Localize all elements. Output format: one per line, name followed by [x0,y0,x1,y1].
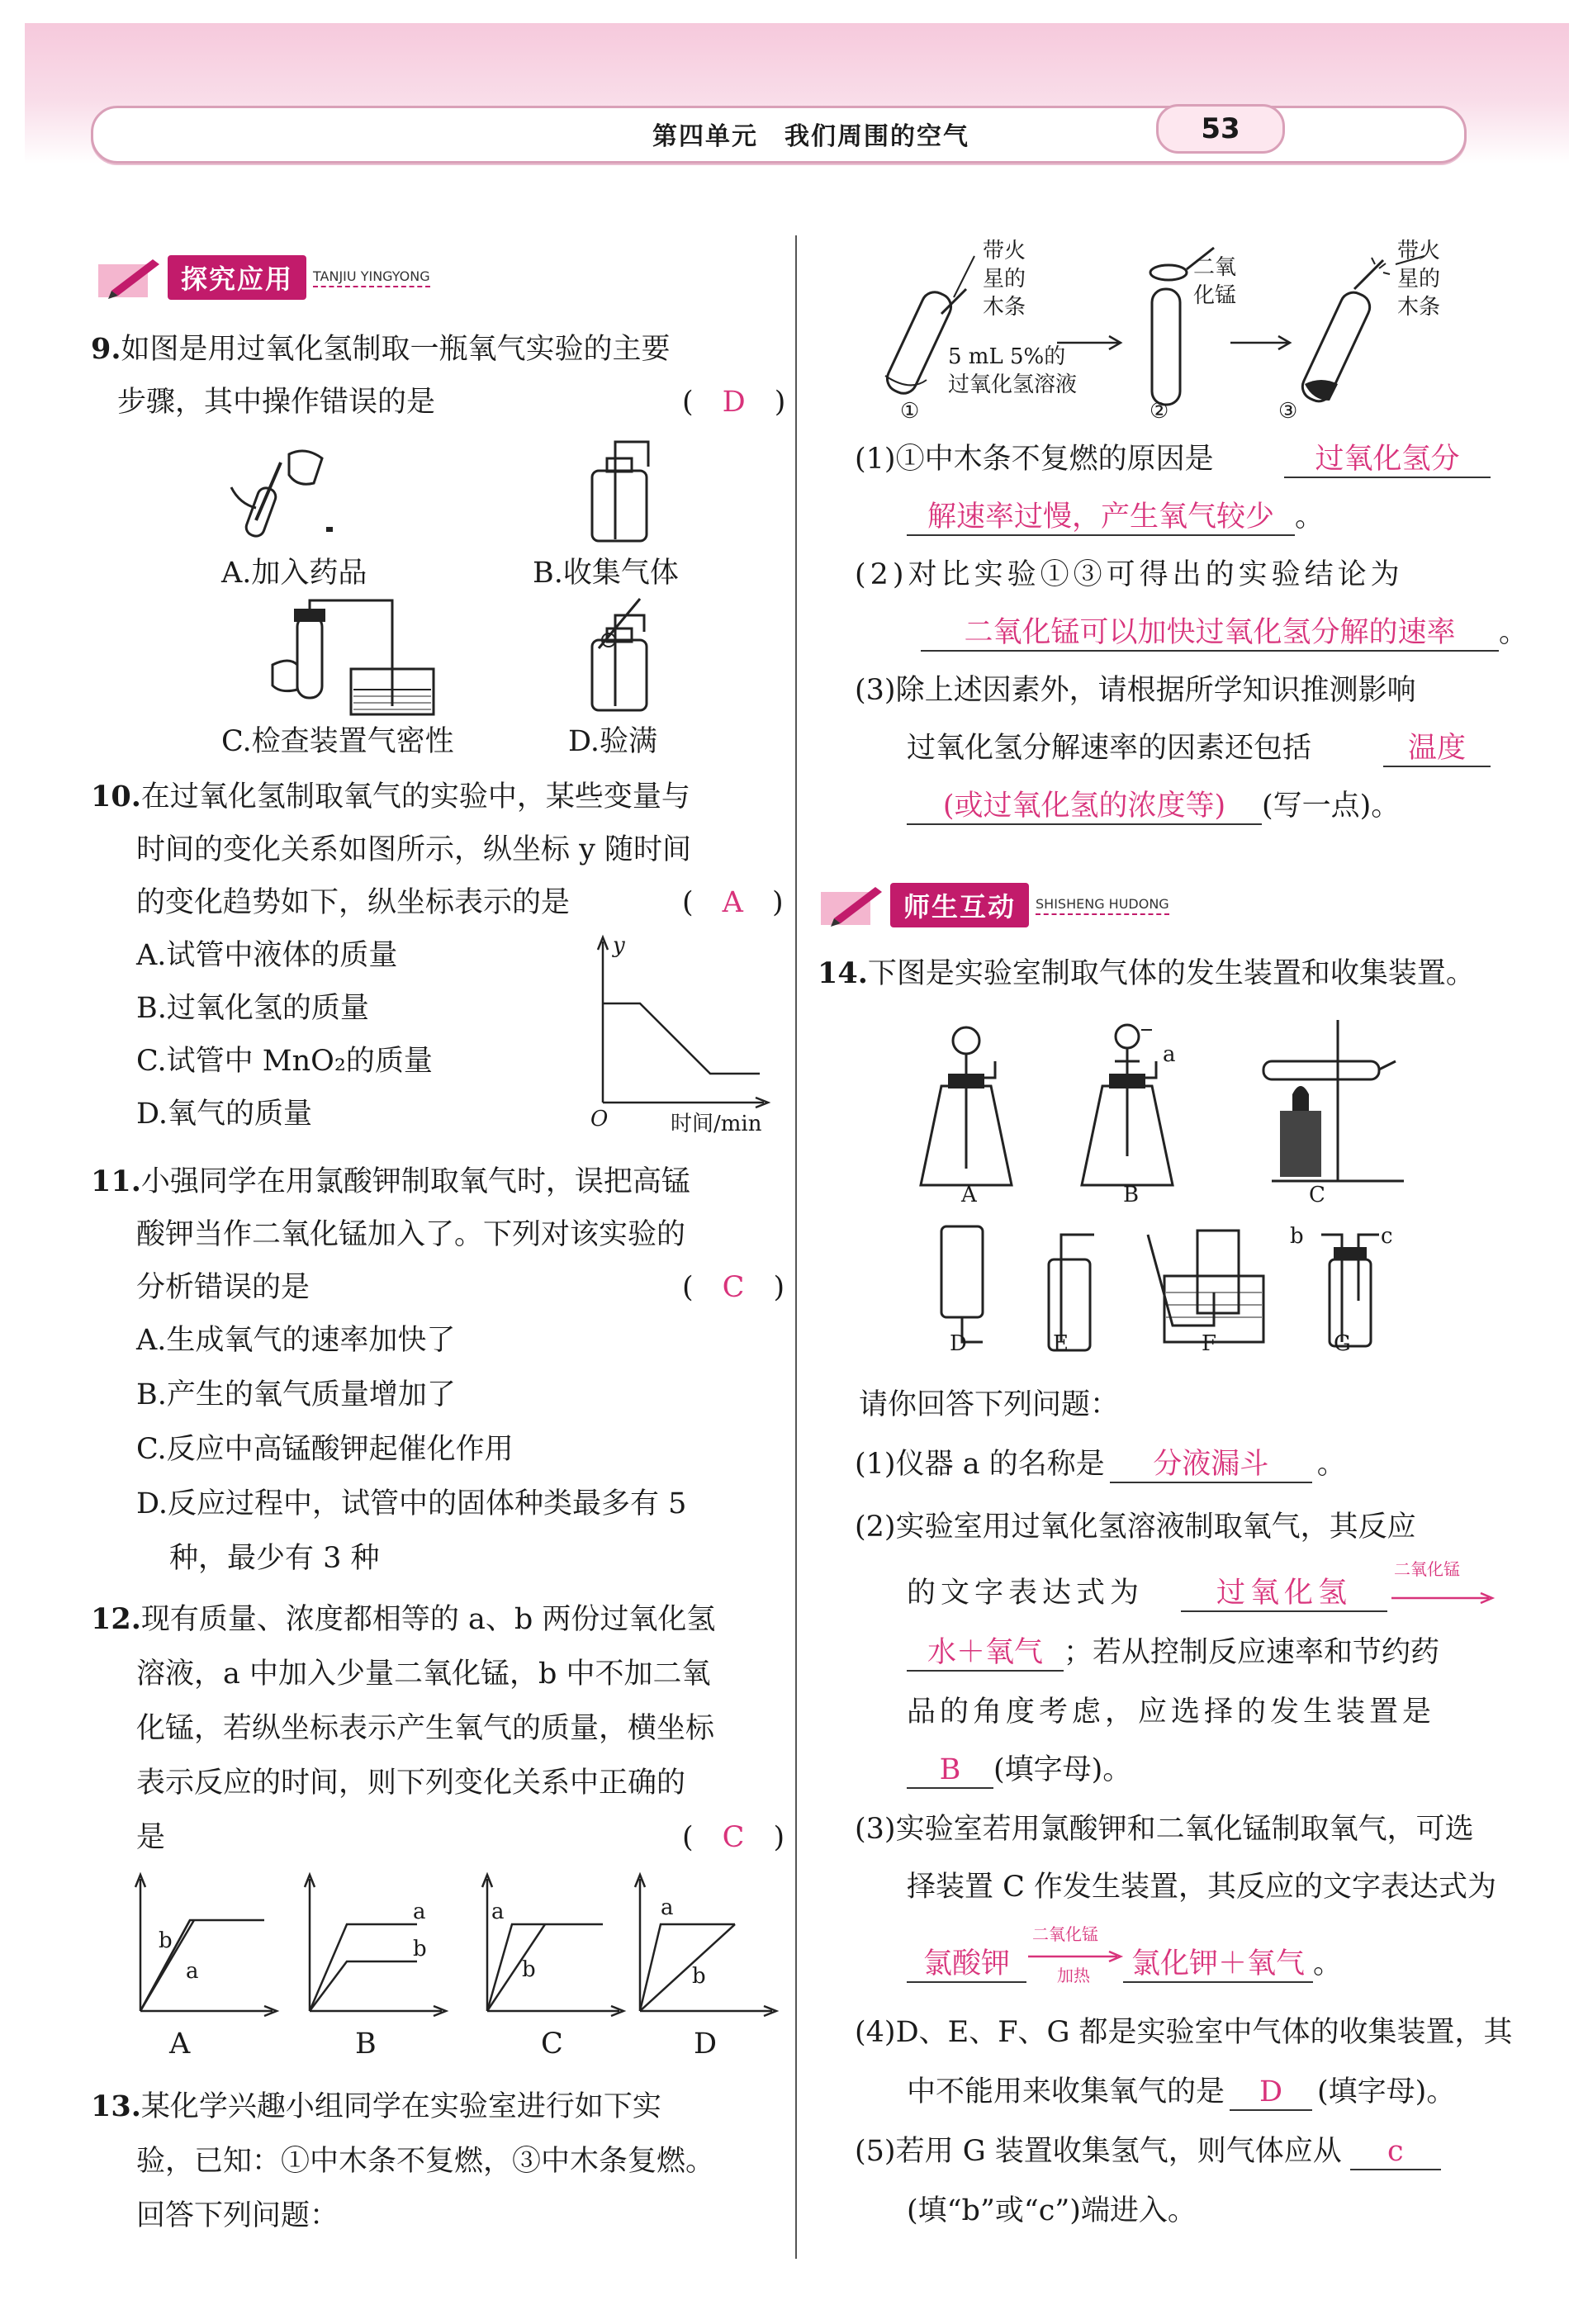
q10-graph [595,937,776,1119]
q12-b-label1: a [413,1900,426,1924]
q14-p2-line4: 品的角度考虑，应选择的发生装置是 [907,1696,1436,1729]
q14-label-C: C [1309,1183,1325,1207]
page-number: 53 [1156,104,1285,154]
q13-fig-num1: ① [900,399,920,424]
q14-p3-cond-bottom: 加热 [1057,1966,1090,1985]
q14-p3-cond-top: 二氧化锰 [1032,1924,1098,1944]
q11-line1: 11.小强同学在用氯酸钾制取氧气时，误把高锰 [91,1164,690,1198]
q11-line3: 分析错误的是 [136,1271,310,1304]
q14-label-A: A [961,1183,977,1207]
q11-option-d1: D.反应过程中，试管中的固体种类最多有 5 [136,1487,687,1520]
chapter-title: 第四单元 我们周围的空气 [652,122,969,151]
q10-line2: 时间的变化关系如图所示，纵坐标 y 随时间 [136,833,692,866]
q10-option-d: D.氧气的质量 [136,1098,312,1131]
q13-p1-answer2: 解速率过慢，产生氧气较少 。 [907,500,1324,536]
q12-d-label1: a [661,1895,674,1920]
airtight-check-figure [264,599,495,719]
q12-a-label2: a [186,1959,199,1984]
q13-p1: (1)①中木条不复燃的原因是 [855,443,1214,476]
q14-p3-lhs: 氯酸钾 [907,1947,1026,1983]
q14-label-a: a [1163,1042,1176,1067]
q13-p2: (2)对比实验①③可得出的实验结论为 [855,558,1404,591]
q14-line1: 14.下图是实验室制取气体的发生装置和收集装置。 [818,956,1475,990]
q14-p3-rhs: 氯化钾＋氧气 。 [1123,1947,1342,1983]
pen-icon [95,254,168,301]
q14-p5-line1: (5)若用 G 装置收集氢气，则气体应从 c [855,2134,1441,2170]
q14-p2-arrow [1391,1592,1499,1604]
q14-p3-line2: 择装置 C 作发生装置，其反应的文字表达式为 [907,1871,1497,1904]
q13-line1: 13.某化学兴趣小组同学在实验室进行如下实 [91,2089,661,2123]
q14-p4-line1: (4)D、E、F、G 都是实验室中气体的收集装置，其 [855,2016,1513,2049]
q14-label-b: b [1290,1224,1304,1249]
q12-line2: 溶液，a 中加入少量二氧化锰，b 中不加二氧 [136,1658,711,1691]
q10-option-a: A.试管中液体的质量 [136,939,398,972]
q12-line1: 12.现有质量、浓度都相等的 a、b 两份过氧化氢 [91,1602,716,1636]
q12-graph-a [132,1875,277,2015]
q14-label-B: B [1123,1183,1140,1207]
section-header-tanjiu [95,254,430,301]
section-pinyin: SHISHENG HUDONG [1036,896,1169,915]
q13-p3-line2: 过氧化氢分解速率的因素还包括 [907,732,1312,765]
q12-graph-c-caption: C [541,2028,563,2061]
q14-p4-line2: 中不能用来收集氧气的是 D (填字母)。 [907,2075,1455,2111]
q11-option-d2: 种，最少有 3 种 [169,1542,380,1575]
q10-line1: 10.在过氧化氢制取氧气的实验中，某些变量与 [91,780,690,813]
q13-fig-mno2: 二氧 化锰 [1193,255,1237,308]
q10-ylabel: y [613,933,625,958]
q12-line3: 化锰，若纵坐标表示产生氧气的质量，横坐标 [136,1712,715,1745]
q11-option-b: B.产生的氧气质量增加了 [136,1378,456,1411]
q14-label-F: F [1202,1331,1217,1356]
column-divider [795,235,797,2259]
q14-p2-answer3: B (填字母)。 [907,1752,1131,1789]
q14-p3-arrow [1028,1951,1127,1962]
q14-apparatus-figure [917,1012,1437,1359]
q9-option-d: D.验满 [568,725,657,758]
q10-xlabel: 时间/min [671,1112,762,1136]
q9-line2: 步骤，其中操作错误的是 [117,386,436,419]
q11-option-c: C.反应中高锰酸钾起催化作用 [136,1433,514,1466]
q13-fig-solution: 5 mL 5%的 过氧化氢溶液 [948,344,1078,397]
q14-label-E: E [1053,1331,1069,1356]
q13-fig-label3: 带火 星的 木条 [1397,239,1441,320]
q13-fig-num2: ② [1150,399,1169,424]
q10-line3: 的变化趋势如下，纵坐标表示的是 [136,886,571,919]
q11-answer: ( C ) [682,1271,785,1304]
section-title: 师生互动 [890,883,1029,927]
q12-c-label2: b [522,1957,536,1982]
q12-b-label2: b [413,1937,427,1961]
q14-label-c: c [1381,1224,1393,1249]
q14-p1: (1)仪器 a 的名称是 分液漏斗 。 [855,1447,1346,1483]
q14-p2-answer2: 水＋氧气 ；若从控制反应速率和节约药 [907,1635,1439,1672]
q10-origin: O [590,1107,609,1131]
q11-line2: 酸钾当作二氧化锰加入了。下列对该实验的 [136,1218,686,1251]
q13-fig-num3: ③ [1278,399,1298,424]
q12-graph-c [479,1875,623,2015]
q10-option-c: C.试管中 MnO₂的质量 [136,1045,433,1078]
q13-line3: 回答下列问题： [136,2199,339,2232]
q14-p2-line2: 的文字表达式为 [907,1577,1145,1610]
section-header-shisheng [818,882,1169,928]
collect-gas-figure [582,434,665,545]
q13-p1-answer1: 过氧化氢分 [1284,442,1491,478]
q9-option-a: A.加入药品 [221,557,367,590]
q12-d-label2: b [692,1964,706,1989]
q13-p2-answer: 二氧化锰可以加快过氧化氢分解的速率 。 [921,615,1528,652]
section-pinyin: TANJIU YINGYONG [313,268,430,287]
q12-answer: ( C ) [682,1821,785,1854]
q9-option-c: C.检查装置气密性 [221,725,454,758]
q11-option-a: A.生成氧气的速率加快了 [136,1324,456,1357]
q10-answer: ( A ) [682,886,784,919]
q12-line4: 表示反应的时间，则下列变化关系中正确的 [136,1767,686,1800]
q14-label-D: D [950,1331,967,1356]
q13-p3-answer2: (或过氧化氢的浓度等) (写一点)。 [907,789,1400,825]
q14-p2-condition: 二氧化锰 [1394,1559,1460,1579]
q13-p3-answer1: 温度 [1383,731,1491,767]
q9-option-b: B.收集气体 [533,557,679,590]
q12-graph-b-caption: B [355,2028,377,2061]
q12-c-label1: a [491,1900,505,1924]
q13-p3-line1: (3)除上述因素外，请根据所学知识推测影响 [855,674,1416,707]
q14-p3-line1: (3)实验室若用氯酸钾和二氧化锰制取氧气，可选 [855,1813,1474,1846]
q12-graph-a-caption: A [169,2028,191,2061]
q14-p2-answer1: 过氧化氢 [1181,1576,1387,1612]
q14-label-G: G [1334,1331,1351,1356]
q9-line1: 9.如图是用过氧化氢制取一瓶氧气实验的主要 [91,332,671,366]
section-title: 探究应用 [168,255,306,300]
q14-p5-line2: (填“b”或“c”)端进入。 [907,2194,1197,2227]
q12-graph-d-caption: D [694,2028,718,2061]
q14-p2-line1: (2)实验室用过氧化氢溶液制取氧气，其反应 [855,1511,1416,1544]
add-reagent-figure [223,438,355,545]
gas-full-test-figure [582,599,665,714]
q13-fig-label1: 带火 星的 木条 [983,239,1026,320]
q12-line5: 是 [136,1821,166,1854]
q12-a-label1: b [159,1928,173,1953]
q14-intro: 请你回答下列问题： [859,1388,1120,1421]
q9-answer: ( D ) [682,386,786,419]
q12-graph-d [632,1875,776,2015]
q13-line2: 验，已知：①中木条不复燃，③中木条复燃。 [136,2145,715,2178]
pen-icon [818,882,890,928]
q10-option-b: B.过氧化氢的质量 [136,992,369,1025]
